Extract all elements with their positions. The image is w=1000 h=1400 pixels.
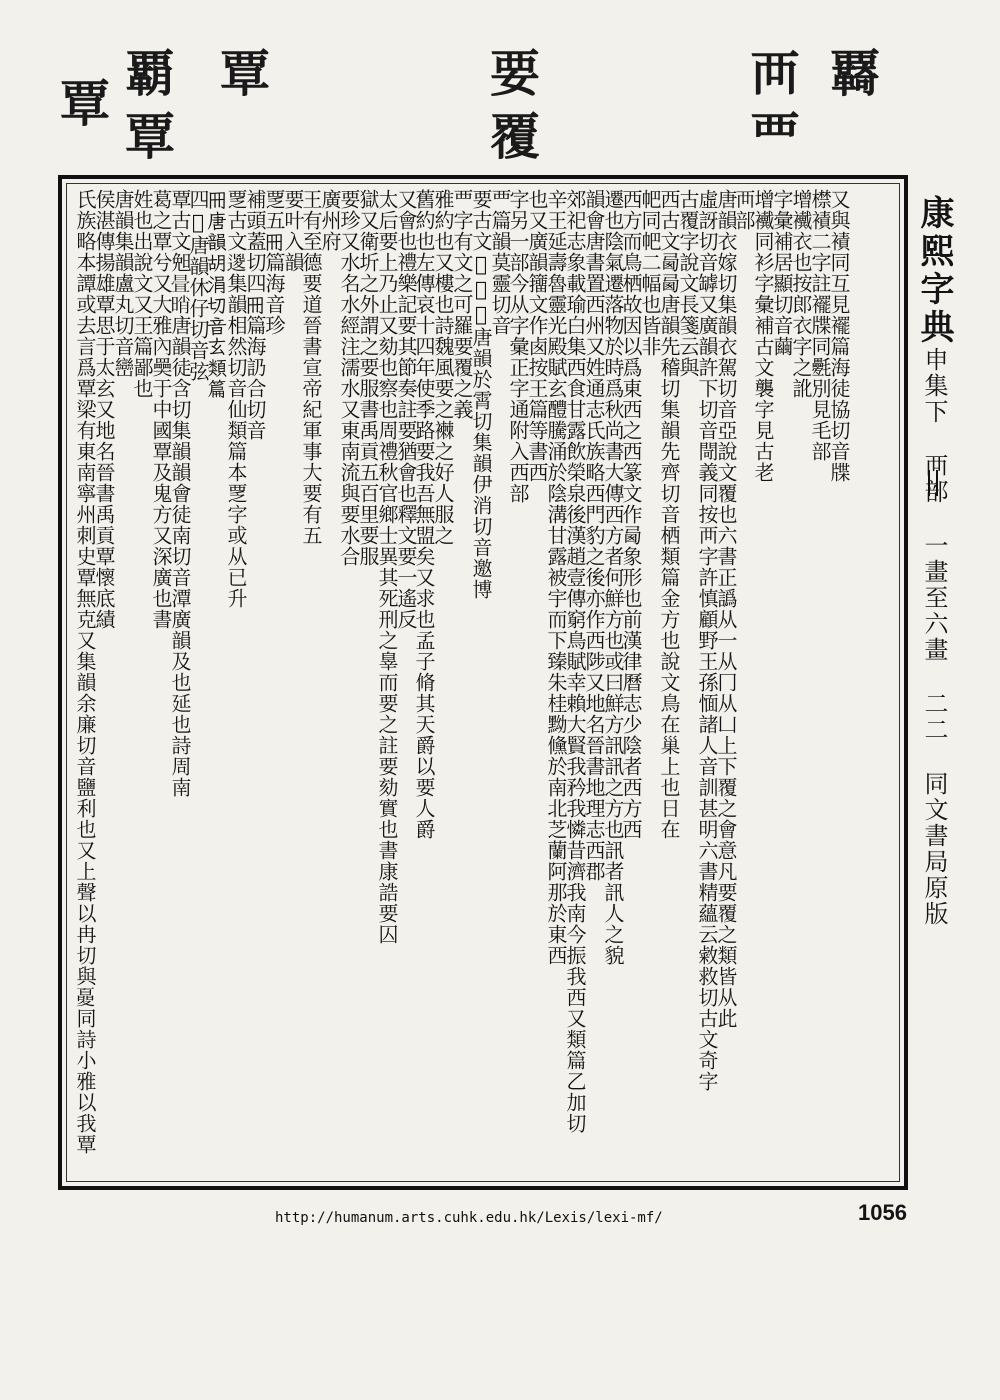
text-column: 虛訝切音罅又廣韻許下切音閜義同按襾字許慎顧野王孫愐諸人音訓甚明六書精蘊云敹救切古文奇字 (695, 189, 719, 1092)
seal-glyph: 要 (490, 44, 540, 103)
text-column: 王有至德要道晉書宣帝紀軍事大要有五 (299, 189, 323, 546)
text-column: 要叶入韻 (281, 189, 305, 273)
volume-part: 申集下 (920, 347, 948, 425)
body-columns (73, 189, 851, 1174)
leaf-number: 二二 (920, 691, 948, 743)
seal-glyph: 覃 (60, 74, 110, 133)
text-column: 氏族略本譚或去言爲覃梁有東南寧州刺史覃無克又集韻余廉切音鹽利也又上聲以冉切與𡕾同詩小雅以我覃 (73, 189, 97, 1155)
seal-glyph: 覃 (125, 107, 175, 166)
seal-script-strip (55, 40, 895, 166)
text-column: 獄又衛圻之外謂之要服書禹貢五百里要服 (356, 189, 380, 567)
text-column: 唐韻集韻盧丸切音巒 (111, 189, 135, 378)
text-column: 覃古文𣆶𣆹𣆺唐韻徒含切集韻韻會徒南切音潭廣韻及也延也詩周南 (168, 189, 192, 798)
text-column: 唐韻衣嫁切集韻衣駕切音亞說文覆也六書正譌从一从冂从凵上下覆之會意凡要覆之類皆从此 (714, 189, 738, 1029)
radical-label: 襾部 (920, 453, 948, 505)
text-column: 西方而鳥栖故因以爲東西之西篆文作㢴象形也前漢律曆志少陰者西方西 (619, 189, 643, 840)
publisher: 同文書局原版 (920, 771, 948, 927)
text-column: 又會也禮樂記要其節奏註要猶會也釋文要一遙反 (394, 189, 418, 630)
seal-glyph: 覀 (750, 107, 800, 166)
page-number: 1056 (858, 1200, 907, 1225)
text-frame (58, 175, 908, 1190)
text-column: 要古文𡞋𡝤𡡉唐韻於霄切集韻伊消切音邀博 (469, 189, 493, 600)
text-column: 古覆字說文長箋云與 (676, 189, 700, 378)
text-column: 𠕁唐韻胡涓切音玄類篇 (205, 189, 229, 399)
text-column: 郊祀志象載瑜白集西食甘露飲榮泉後漢趙壹傳窮鳥賦幸賴大賢我矜我憐昔濟我南今振我西又類篇乙加切 (563, 189, 587, 1134)
header-divider (928, 470, 938, 496)
text-column: 覂古文𨔩集韻相然切音仙類篇本覂字或从已升 (224, 189, 248, 609)
stroke-range: 一畫至六畫 (920, 533, 948, 663)
text-column: 㯲襀二字註襬牒同氎別見毛部 (808, 189, 832, 462)
seal-glyph: 襾 (750, 44, 800, 103)
source-url[interactable]: http://humanum.arts.cuhk.edu.hk/Lexis/lexi-mf/ (275, 1210, 663, 1226)
seal-glyph: 覆 (490, 107, 540, 166)
text-column: 姓也出說文又王篇鄙也 (130, 189, 154, 399)
book-title: 康熙字典 (914, 195, 954, 347)
margin-header (912, 195, 956, 1195)
text-column: 舊約也左傳哀十四年使季路要我吾無盟矣又求也孟子脩其天爵以要人爵 (412, 189, 436, 840)
text-column: 字彙補居顯切音繭 (770, 189, 794, 357)
text-column: 侯湛傳揚雄覃思于太玄又地名晉書禹貢覃懷底績 (92, 189, 116, 630)
text-column: 葛之覃兮又大雅內奰于中國覃及鬼方又深廣也書 (149, 189, 173, 630)
text-column: 增襶衣也按郎衣字之訛 (789, 189, 813, 399)
text-column: 雅約也又樓也詩魏風要之襋之好人服之 (431, 189, 455, 546)
text-column: 字另一部今从字彙正字通附入西部 (506, 189, 530, 504)
text-column: 廣州府 (318, 189, 342, 252)
seal-glyph: 覃 (220, 44, 270, 103)
text-column: 增襶同衫字彙補古文襲字見古老 (751, 189, 775, 483)
text-column: 覂五𠕁篇海音珍 (262, 189, 286, 336)
text-column: 辛王延壽魯靈光殿賦玄醴騰涌於陰溝甘露被宇而下臻朱桂黝儵於南北芝蘭阿那於東西 (544, 189, 568, 966)
text-column: 也又廣韻籒文作卥按王篇等書西 (525, 189, 549, 483)
text-column: 韻會唐書置西州又姓通志氏族略西門豹之後亦作西陟又地名晉書地理志西郡 (582, 189, 606, 882)
text-column: 又與襀同互見襬篇海徒協切音牒 (827, 189, 851, 483)
text-column: 四𧟭唐韻休仔切音弦 (186, 189, 210, 382)
seal-glyph: 覉 (830, 44, 880, 103)
text-column: 太后要上乃止又劾也察也周禮秋官鄉士異其死刑之辠而要之註要劾實也書康誥要囚 (375, 189, 399, 945)
text-column: 補頭蓋切四𠕁篇海䚮合切音 (243, 189, 267, 441)
text-column: 覀字有文之可羅要覆之義 (450, 189, 474, 420)
text-column: 西古文㢴㢴唐韻先稽切集韻先齊切音栖類篇金方也說文鳥在巢上也日在 (657, 189, 681, 840)
text-column: 遷也陰氣遷落物於時爲秋尚書大傳西方者何鮮方也或曰鮮方訊訊之方也訊者訊人之貌 (601, 189, 625, 966)
text-column: 覀篇韻莫靈切音 (488, 189, 512, 336)
text-column: 襾部 (732, 189, 756, 231)
text-column: 要珍又水名水經注濡水又東南流與要水合 (337, 189, 361, 567)
text-column: 帊同帊二幅也皆非 (638, 189, 662, 357)
seal-glyph: 覇 (125, 44, 175, 103)
